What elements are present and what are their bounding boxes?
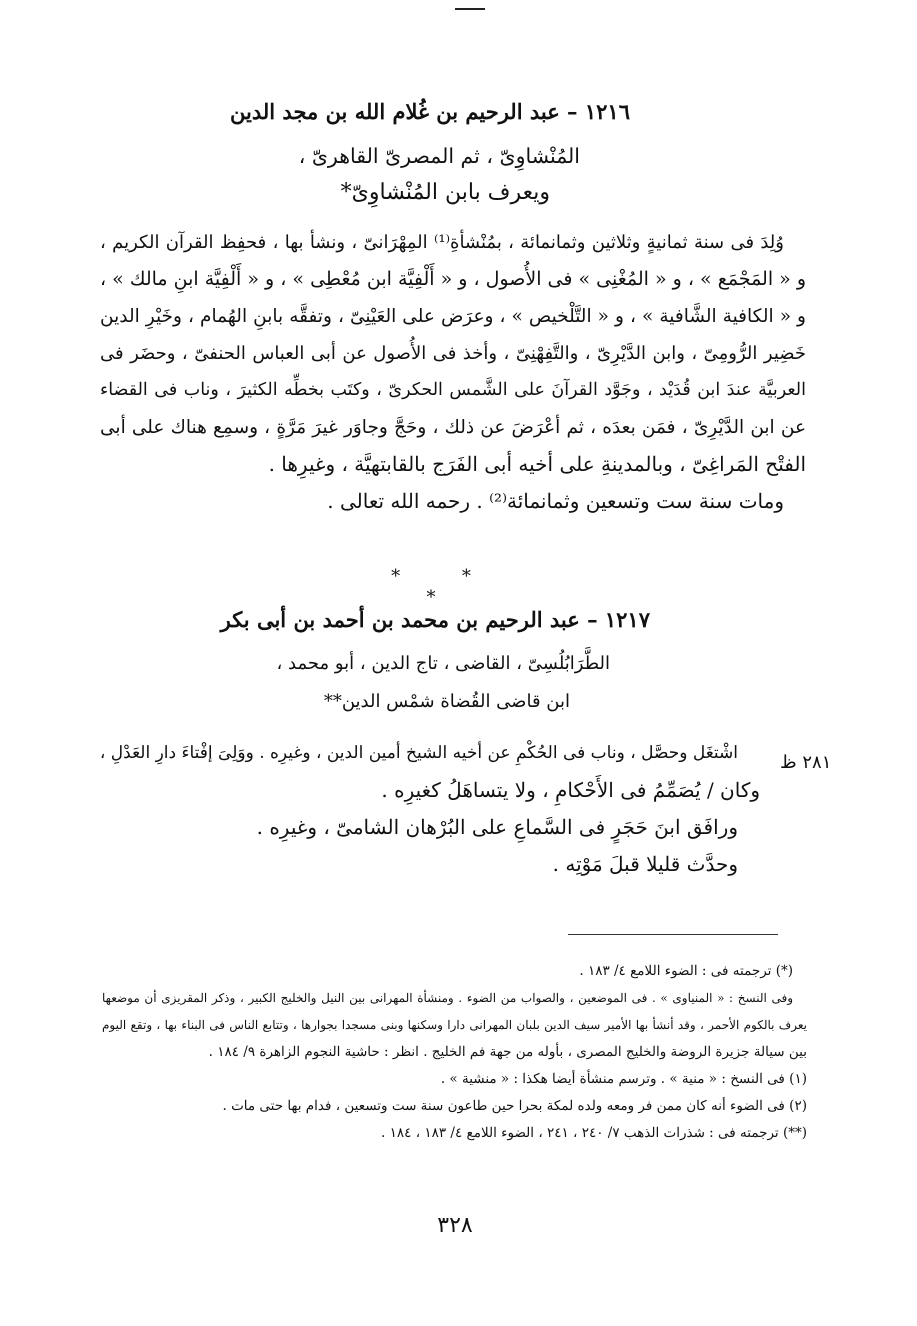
body-line: عن ابن الدَّيْرِىّ ، فمَن بعدَه ، ثم أعْرَضَ عن ذلك ، وحَجَّ وجاوَر غيرَ مَرَّةٍ ، وسمِع هناك على أبى (100, 417, 806, 438)
body-line: و « الكافية الشَّافية » ، و « التَّلْخيص » ، وعرَض على العَيْنِىّ ، وتفقَّه بابنِ الهُمام ، وخَيْرِ الدين (100, 306, 806, 327)
entry-1216-body (100, 224, 806, 520)
page-number: ٣٢٨ (437, 1213, 473, 1238)
body-line: ورافَق ابنَ حَجَرٍ فى السَّماعِ على البُرْهان الشامىّ ، وغيرِه . (256, 815, 738, 839)
entry-1217-title: ١٢١٧ – عبد الرحيم بن محمد بن أحمد بن أبى بكر (220, 607, 650, 632)
manuscript-folio-marker: ٢٨١ ظ (780, 752, 832, 773)
body-line: الفتْح المَراغِىّ ، وبالمدينةِ على أخيه أبى الفَرَج بالقابتهيَّة ، وغيرِها . (268, 452, 806, 476)
entry-1217-subtitle-1: الطَّرَابُلُسِىّ ، القاضى ، تاج الدين ، أبو محمد ، (276, 653, 610, 674)
footnote-line: بين سيالة جزيرة الروضة والخليج المصرى ، بأوله من جهة فم الخليج . انظر : حاشية النجوم الزاهرة ٩/ ١٨٤ . (208, 1044, 807, 1060)
entry-1217-subtitle-2: ابن قاضى القُضاة شمْس الدين** (323, 691, 570, 712)
body-line: و « المَجْمَع » ، و « المُغْنِى » فى الأُصول ، و « أَلْفِيَّة ابن مُعْطِى » ، و « أَلْفِيَّة ابنِ مالك » ، (100, 268, 806, 290)
death-line: ومات سنة ست وتسعين وثمانمائة⁽²⁾ . رحمه الله تعالى . (327, 489, 784, 513)
footnote-1: (١) فى النسخ : « منية » . وترسم منشأة أيضا هكذا : « منشية » . (440, 1071, 807, 1087)
entry-1216-subtitle-1: المُنْشاوِىّ ، ثم المصرىّ القاهرىّ ، (298, 144, 580, 168)
body-line: وحدَّث قليلا قبلَ مَوْتِه . (552, 852, 738, 876)
entry-1216-title: ١٢١٦ – عبد الرحيم بن غُلام الله بن مجد الدين (230, 99, 630, 124)
body-line: وكان / يُصَمِّمُ فى الأَحْكامِ ، ولا يتساهَلُ كغيرِه . (381, 778, 760, 802)
entry-1217-body (100, 735, 760, 883)
top-margin-mark (455, 0, 485, 12)
body-line: خَضِير الرُّومِىّ ، وابن الدَّيْرِىّ ، والتَّفِهْنِىّ ، وأخذ فى الأُصول عن أبى العباس الحنفىّ ، وحضَر فى (100, 343, 806, 364)
entry-1217-header (220, 602, 650, 638)
footnote-line: يعرف بالكوم الأحمر ، وقد أنشأ بها الأمير سيف الدين بلبان المهرانى دارا وسكنها وبنى مسجدا بجوارها ، وتتابع الناس فى البناء بها ، وتقع اليوم (102, 1018, 807, 1032)
footnote-line: وفى النسخ : « المنياوى » . فى الموضعين ، والصواب من الضوء . ومنشأة المهرانى بين النيل والخليج الكبير ، وذكر المقريزى أن موضعها (102, 991, 793, 1005)
body-line: اشْتغَل وحصَّل ، وناب فى الحُكْمِ عن أخيه الشيخ أمين الدين ، وغيرِه . ووَلِىَ إفْتاءَ دارِ العَدْلِ ، (99, 743, 738, 763)
footnote-2: (٢) فى الضوء أنه كان ممن فر ومعه ولده لمكة بحرا حين طاعون سنة ست وتسعين ، فدام بها حتى مات . (222, 1098, 807, 1114)
entry-1216-subtitle-2: ويعرف بابن المُنْشاوِىّ* (340, 180, 550, 205)
body-line: العربيَّة عندَ ابن قُدَيْد ، وجَوَّد القرآنَ على الشَّمس الحكرىّ ، وكتَب بخطِّه الكثيرَ ، وناب فى القضاء (100, 380, 806, 400)
footnote-star: (*) ترجمته فى : الضوء اللامع ٤/ ١٨٣ . (579, 963, 793, 979)
footnotes (102, 958, 807, 1147)
footnote-double-star: (**) ترجمته فى : شذرات الذهب ٧/ ٢٤٠ ، ٢٤١ ، الضوء اللامع ٤/ ١٨٣ ، ١٨٤ . (381, 1125, 807, 1141)
entry-1216-header (230, 94, 630, 130)
section-separator: * * * (391, 566, 499, 608)
footnote-divider (568, 934, 778, 935)
body-line: وُلِدَ فى سنة ثمانيةٍ وثلاثين وثمانمائة ، بمُنْشأةِ⁽¹⁾ المِهْرَانىّ ، ونشأ بها ، فحفِظ القرآن الكريم ، (100, 232, 784, 253)
